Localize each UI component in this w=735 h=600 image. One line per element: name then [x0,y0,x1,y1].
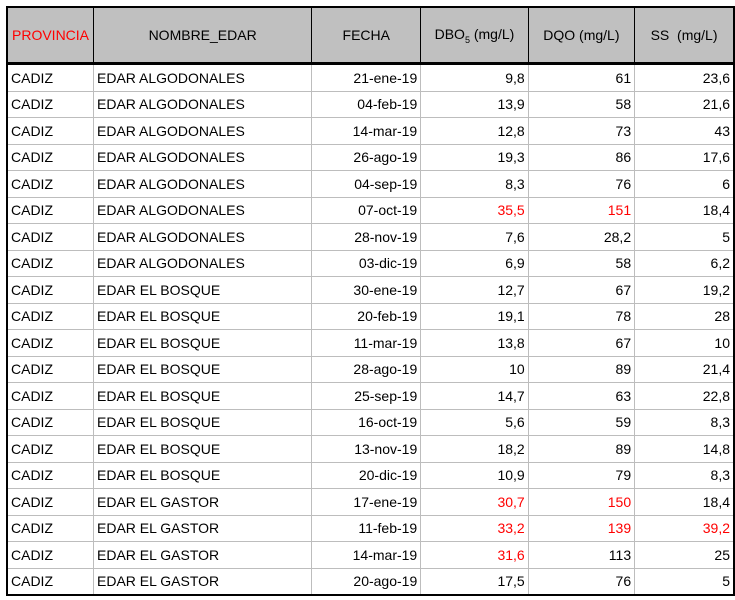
cell-provincia: CADIZ [7,515,94,542]
cell-dqo: 89 [528,436,634,463]
cell-provincia: CADIZ [7,489,94,516]
cell-ss: 18,4 [635,489,734,516]
cell-provincia: CADIZ [7,356,94,383]
cell-nombre-edar: EDAR EL BOSQUE [94,330,312,357]
cell-nombre-edar: EDAR EL BOSQUE [94,409,312,436]
cell-dqo: 73 [528,118,634,145]
cell-dqo: 76 [528,171,634,198]
cell-dbo5: 12,7 [421,277,528,304]
cell-dqo: 79 [528,462,634,489]
cell-provincia: CADIZ [7,383,94,410]
cell-nombre-edar: EDAR EL BOSQUE [94,356,312,383]
cell-fecha: 03-dic-19 [312,250,421,277]
cell-dbo5: 14,7 [421,383,528,410]
cell-nombre-edar: EDAR EL BOSQUE [94,383,312,410]
cell-fecha: 20-feb-19 [312,303,421,330]
cell-ss: 23,6 [635,64,734,92]
table-row [7,356,734,383]
cell-ss: 21,6 [635,91,734,118]
cell-provincia: CADIZ [7,91,94,118]
cell-dqo: 67 [528,277,634,304]
cell-nombre-edar: EDAR EL GASTOR [94,515,312,542]
cell-provincia: CADIZ [7,462,94,489]
cell-dqo: 89 [528,356,634,383]
cell-dbo5: 33,2 [421,515,528,542]
header-row [7,7,734,64]
cell-provincia: CADIZ [7,542,94,569]
cell-nombre-edar: EDAR EL BOSQUE [94,303,312,330]
table-row [7,436,734,463]
cell-nombre-edar: EDAR EL BOSQUE [94,277,312,304]
cell-dbo5: 10,9 [421,462,528,489]
cell-ss: 18,4 [635,197,734,224]
cell-ss: 43 [635,118,734,145]
cell-ss: 22,8 [635,383,734,410]
cell-fecha: 17-ene-19 [312,489,421,516]
cell-nombre-edar: EDAR EL BOSQUE [94,462,312,489]
cell-dbo5: 31,6 [421,542,528,569]
cell-nombre-edar: EDAR ALGODONALES [94,197,312,224]
cell-dbo5: 13,8 [421,330,528,357]
table-row [7,91,734,118]
cell-provincia: CADIZ [7,409,94,436]
cell-dbo5: 5,6 [421,409,528,436]
cell-dbo5: 10 [421,356,528,383]
cell-ss: 19,2 [635,277,734,304]
cell-provincia: CADIZ [7,436,94,463]
cell-dbo5: 19,3 [421,144,528,171]
cell-fecha: 21-ene-19 [312,64,421,92]
cell-fecha: 25-sep-19 [312,383,421,410]
cell-dqo: 86 [528,144,634,171]
cell-dqo: 78 [528,303,634,330]
cell-dbo5: 19,1 [421,303,528,330]
cell-ss: 5 [635,224,734,251]
cell-fecha: 28-nov-19 [312,224,421,251]
cell-fecha: 07-oct-19 [312,197,421,224]
table-row [7,515,734,542]
cell-fecha: 26-ago-19 [312,144,421,171]
cell-dqo: 150 [528,489,634,516]
cell-nombre-edar: EDAR ALGODONALES [94,171,312,198]
table-row [7,197,734,224]
cell-ss: 5 [635,568,734,595]
cell-fecha: 04-feb-19 [312,91,421,118]
table-row [7,568,734,595]
table-row [7,303,734,330]
cell-nombre-edar: EDAR ALGODONALES [94,118,312,145]
cell-nombre-edar: EDAR EL GASTOR [94,542,312,569]
cell-fecha: 30-ene-19 [312,277,421,304]
cell-provincia: CADIZ [7,277,94,304]
cell-provincia: CADIZ [7,118,94,145]
cell-dbo5: 9,8 [421,64,528,92]
cell-nombre-edar: EDAR ALGODONALES [94,91,312,118]
table-row [7,64,734,92]
cell-ss: 39,2 [635,515,734,542]
table-row [7,489,734,516]
cell-fecha: 11-feb-19 [312,515,421,542]
cell-provincia: CADIZ [7,224,94,251]
header-dbo5 [421,7,528,64]
table-row [7,409,734,436]
cell-dqo: 58 [528,250,634,277]
cell-nombre-edar: EDAR EL BOSQUE [94,436,312,463]
cell-ss: 17,6 [635,144,734,171]
cell-nombre-edar: EDAR ALGODONALES [94,224,312,251]
cell-ss: 8,3 [635,409,734,436]
cell-ss: 25 [635,542,734,569]
cell-dqo: 113 [528,542,634,569]
cell-dbo5: 17,5 [421,568,528,595]
cell-nombre-edar: EDAR ALGODONALES [94,64,312,92]
cell-provincia: CADIZ [7,303,94,330]
cell-provincia: CADIZ [7,171,94,198]
table-row [7,171,734,198]
cell-dqo: 58 [528,91,634,118]
table-row [7,118,734,145]
header-ss: SS (mg/L) [635,7,734,64]
table-row [7,462,734,489]
cell-dbo5: 12,8 [421,118,528,145]
cell-ss: 10 [635,330,734,357]
cell-dqo: 76 [528,568,634,595]
cell-dqo: 139 [528,515,634,542]
cell-dqo: 63 [528,383,634,410]
results-table [6,6,735,596]
cell-dqo: 61 [528,64,634,92]
cell-provincia: CADIZ [7,330,94,357]
table-body [7,64,734,596]
cell-dbo5: 35,5 [421,197,528,224]
table-row [7,542,734,569]
header-provincia: PROVINCIA [7,7,94,64]
cell-ss: 6 [635,171,734,198]
cell-provincia: CADIZ [7,64,94,92]
header-dbo5-prefix: DBO [434,25,465,42]
cell-dbo5: 30,7 [421,489,528,516]
cell-ss: 8,3 [635,462,734,489]
cell-dqo: 59 [528,409,634,436]
cell-ss: 14,8 [635,436,734,463]
cell-dbo5: 6,9 [421,250,528,277]
cell-fecha: 16-oct-19 [312,409,421,436]
cell-fecha: 13-nov-19 [312,436,421,463]
cell-fecha: 20-ago-19 [312,568,421,595]
table-row [7,144,734,171]
table-row [7,383,734,410]
cell-dqo: 28,2 [528,224,634,251]
cell-fecha: 20-dic-19 [312,462,421,489]
cell-fecha: 11-mar-19 [312,330,421,357]
table-row [7,250,734,277]
table-row [7,330,734,357]
cell-ss: 6,2 [635,250,734,277]
cell-fecha: 28-ago-19 [312,356,421,383]
cell-dqo: 67 [528,330,634,357]
cell-fecha: 14-mar-19 [312,118,421,145]
header-dbo5-unit: (mg/L) [469,25,515,42]
cell-nombre-edar: EDAR ALGODONALES [94,144,312,171]
cell-fecha: 14-mar-19 [312,542,421,569]
cell-nombre-edar: EDAR EL GASTOR [94,568,312,595]
cell-ss: 21,4 [635,356,734,383]
table-row [7,277,734,304]
cell-dbo5: 7,6 [421,224,528,251]
cell-dbo5: 8,3 [421,171,528,198]
header-dbo5-subscript: 5 [464,34,470,45]
cell-provincia: CADIZ [7,144,94,171]
table-row [7,224,734,251]
cell-provincia: CADIZ [7,250,94,277]
cell-nombre-edar: EDAR ALGODONALES [94,250,312,277]
cell-provincia: CADIZ [7,197,94,224]
cell-dqo: 151 [528,197,634,224]
cell-nombre-edar: EDAR EL GASTOR [94,489,312,516]
header-fecha: FECHA [312,7,421,64]
results-table-container [6,6,735,596]
header-dqo: DQO (mg/L) [528,7,634,64]
cell-ss: 28 [635,303,734,330]
cell-fecha: 04-sep-19 [312,171,421,198]
header-nombre-edar: NOMBRE_EDAR [94,7,312,64]
cell-dbo5: 13,9 [421,91,528,118]
cell-dbo5: 18,2 [421,436,528,463]
cell-provincia: CADIZ [7,568,94,595]
